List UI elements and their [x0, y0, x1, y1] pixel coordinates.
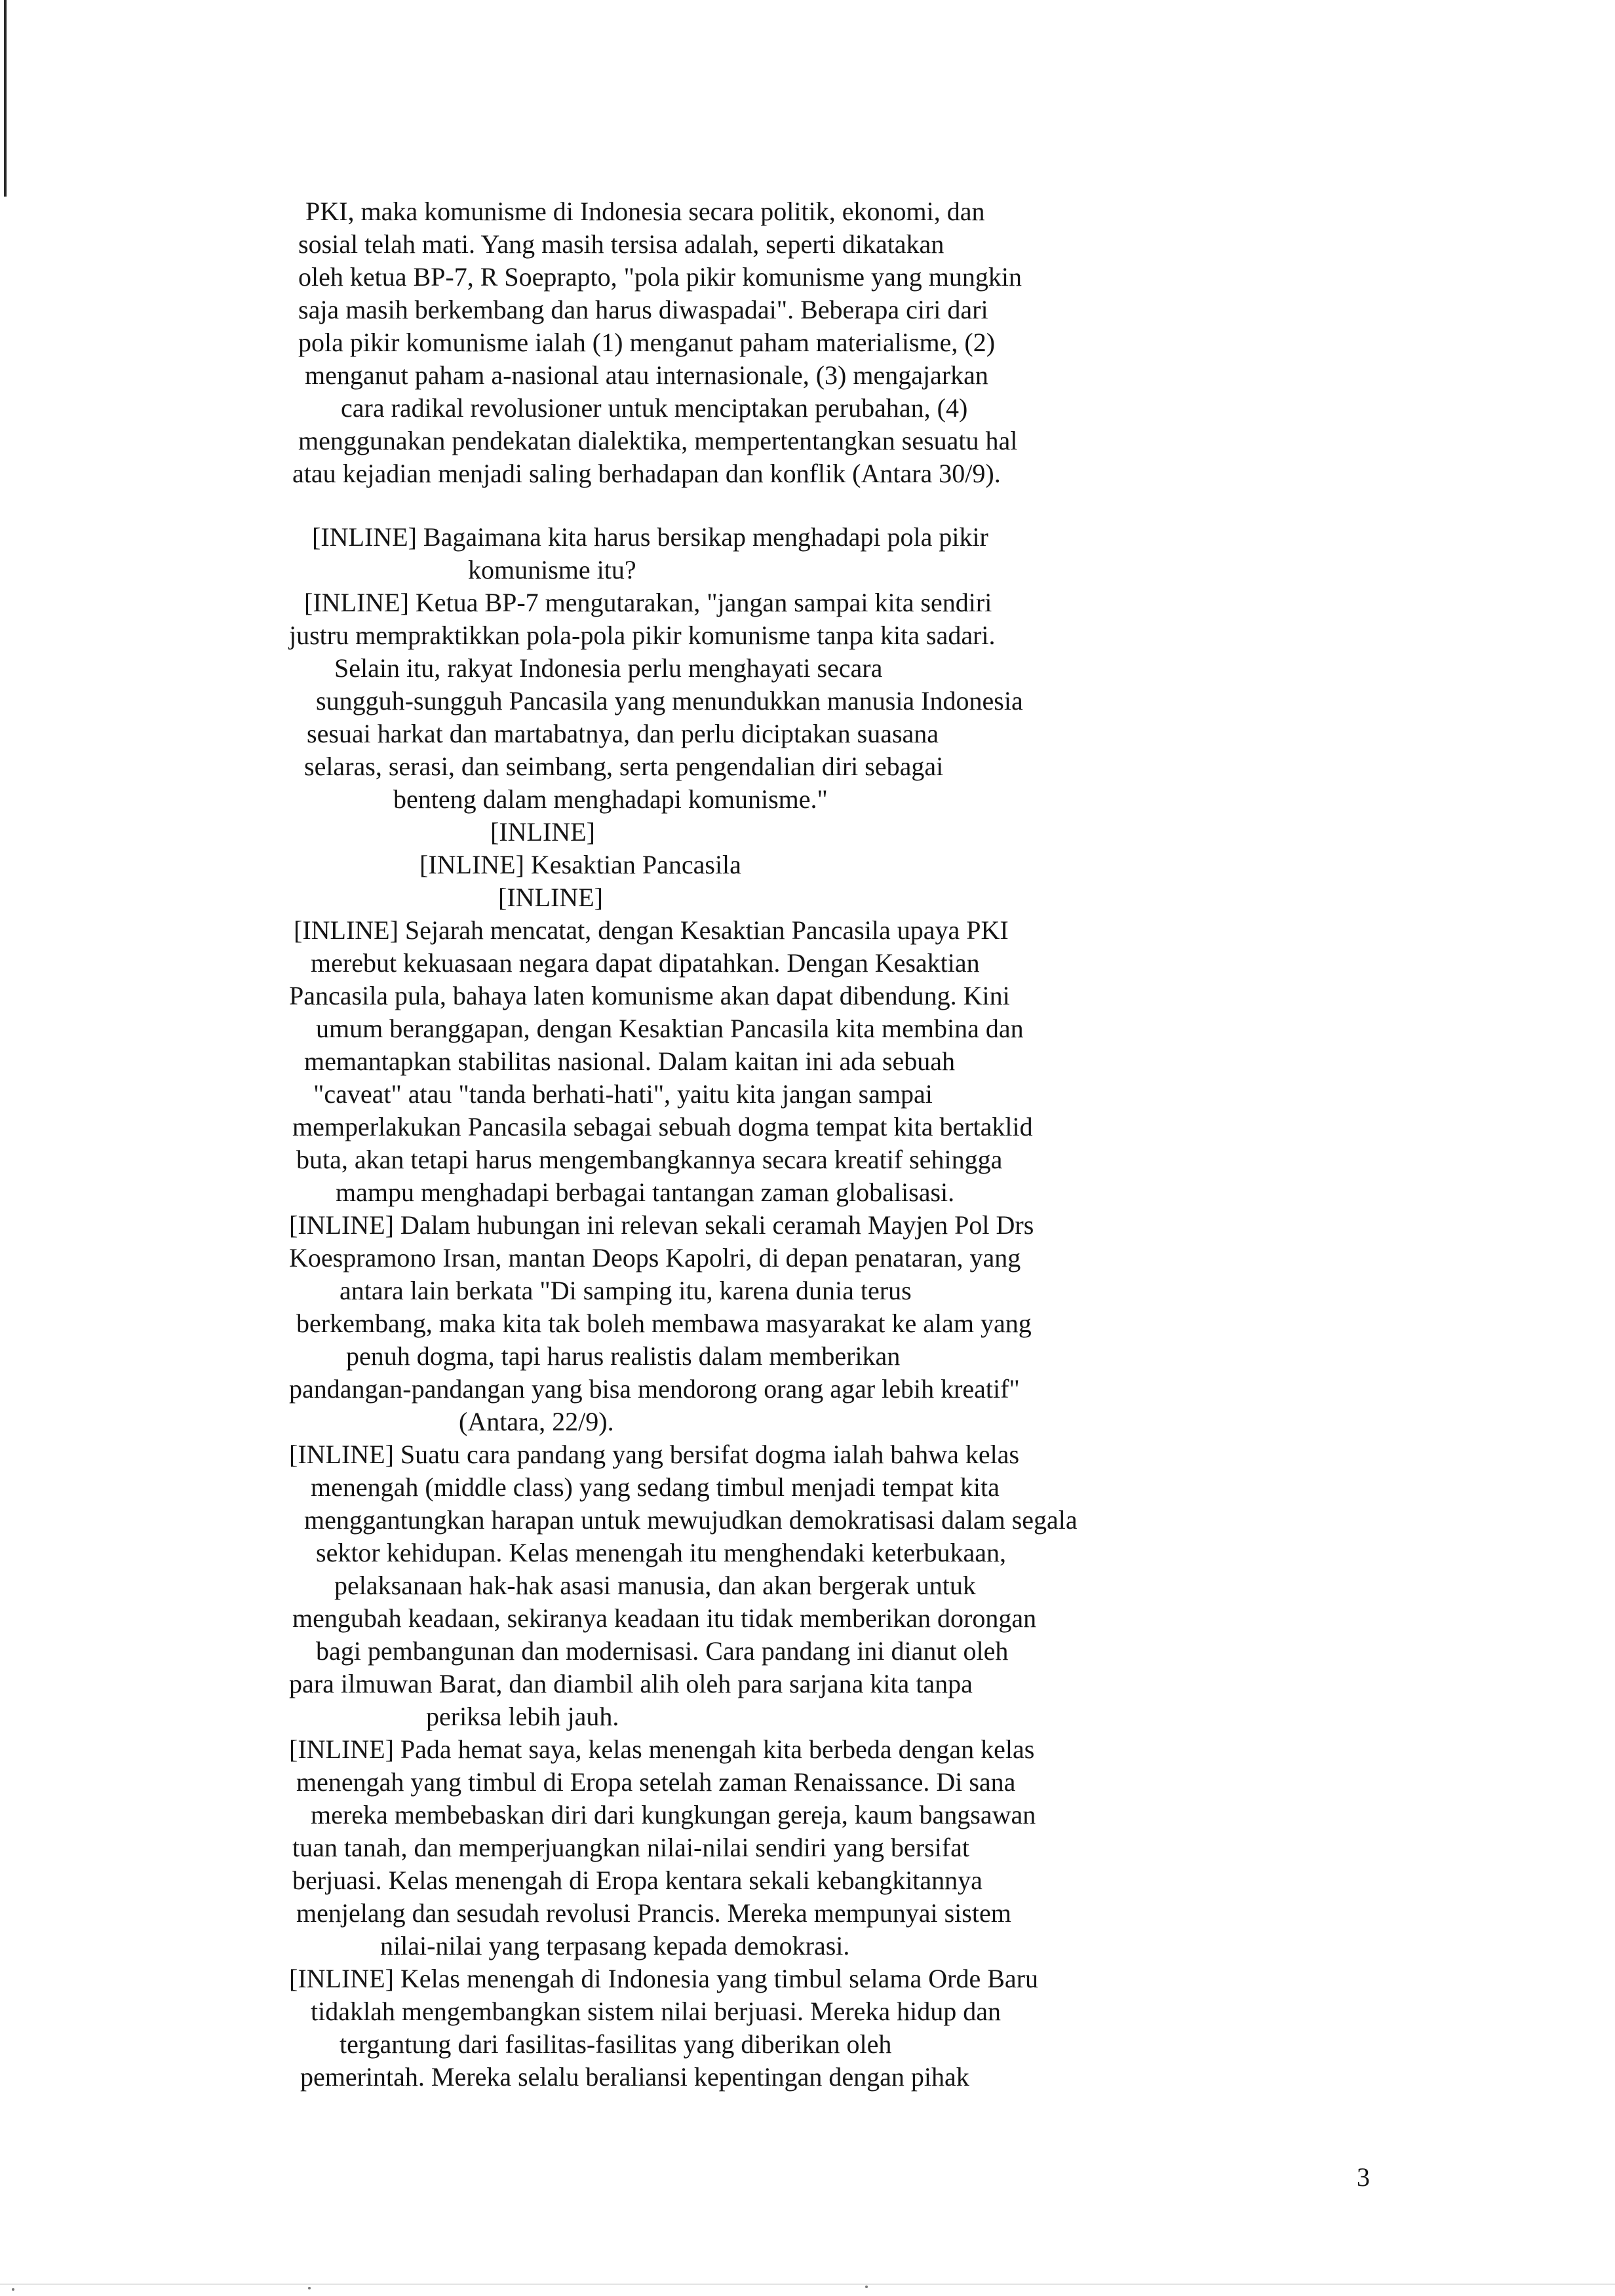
text-line: [INLINE] Ketua BP-7 mengutarakan, "jangan sampai kita sendiri — [304, 588, 992, 617]
text-line: buta, akan tetapi harus mengembangkannya secara kreatif sehingga — [296, 1145, 1003, 1174]
text-line: justru mempraktikkan pola-pola pikir komunisme tanpa kita sadari. — [289, 621, 996, 650]
text-line: tidaklah mengembangkan sistem nilai berjuasi. Mereka hidup dan — [311, 1997, 1002, 2026]
text-line: nilai-nilai yang terpasang kepada demokrasi. — [380, 1931, 850, 1961]
text-line: bagi pembangunan dan modernisasi. Cara pandang ini dianut oleh — [316, 1636, 1009, 1666]
text-line: [INLINE] — [498, 883, 603, 912]
text-line: mampu menghadapi berbagai tantangan zaman globalisasi. — [336, 1177, 955, 1207]
text-line: berjuasi. Kelas menengah di Eropa kentara sekali kebangkitannya — [292, 1866, 983, 1895]
text-line: sektor kehidupan. Kelas menengah itu menghendaki keterbukaan, — [316, 1538, 1006, 1567]
page-number: 3 — [1357, 2162, 1370, 2192]
text-line: (Antara, 22/9). — [459, 1407, 614, 1436]
text-line: Koespramono Irsan, mantan Deops Kapolri, di depan penataran, yang — [289, 1243, 1021, 1272]
text-line: sosial telah mati. Yang masih tersisa adalah, seperti dikatakan — [298, 229, 944, 259]
text-line: cara radikal revolusioner untuk menciptakan perubahan, (4) — [341, 393, 968, 423]
text-line: [INLINE] Kelas menengah di Indonesia yang timbul selama Orde Baru — [289, 1964, 1038, 1993]
text-line: menengah (middle class) yang sedang timbul menjadi tempat kita — [311, 1472, 1000, 1502]
text-line: mengubah keadaan, sekiranya keadaan itu tidak memberikan dorongan — [292, 1603, 1037, 1633]
text-line: sungguh-sungguh Pancasila yang menundukkan manusia Indonesia — [316, 686, 1023, 716]
text-line: "caveat" atau "tanda berhati-hati", yaitu kita jangan sampai — [313, 1079, 933, 1109]
text-line: [INLINE] — [490, 817, 595, 847]
text-line: berkembang, maka kita tak boleh membawa masyarakat ke alam yang — [296, 1309, 1032, 1338]
text-line: tergantung dari fasilitas-fasilitas yang diberikan oleh — [340, 2029, 892, 2059]
text-line: PKI, maka komunisme di Indonesia secara politik, ekonomi, dan — [305, 197, 985, 226]
text-line: para ilmuwan Barat, dan diambil alih oleh para sarjana kita tanpa — [289, 1669, 973, 1698]
text-line: atau kejadian menjadi saling berhadapan dan konflik (Antara 30/9). — [292, 459, 1001, 488]
text-line: benteng dalam menghadapi komunisme." — [393, 784, 828, 814]
scan-bottom-edge — [0, 2284, 1615, 2285]
text-line: [INLINE] Pada hemat saya, kelas menengah kita berbeda dengan kelas — [289, 1734, 1035, 1764]
text-line: Pancasila pula, bahaya laten komunisme akan dapat dibendung. Kini — [289, 981, 1010, 1010]
text-line: pola pikir komunisme ialah (1) menganut paham materialisme, (2) — [298, 328, 996, 357]
scan-edge-mark — [4, 0, 7, 197]
text-line: memperlakukan Pancasila sebagai sebuah dogma tempat kita bertaklid — [292, 1112, 1033, 1141]
text-line: [INLINE] Kesaktian Pancasila — [419, 850, 741, 879]
text-line: oleh ketua BP-7, R Soeprapto, "pola pikir komunisme yang mungkin — [298, 262, 1022, 292]
text-line: antara lain berkata "Di samping itu, karena dunia terus — [340, 1276, 912, 1305]
text-line: memantapkan stabilitas nasional. Dalam kaitan ini ada sebuah — [304, 1046, 956, 1076]
text-line: umum beranggapan, dengan Kesaktian Pancasila kita membina dan — [316, 1014, 1024, 1043]
text-line: komunisme itu? — [468, 555, 636, 584]
scan-speck — [12, 2288, 14, 2291]
text-line: menengah yang timbul di Eropa setelah zaman Renaissance. Di sana — [296, 1767, 1016, 1797]
text-line: menjelang dan sesudah revolusi Prancis. Mereka mempunyai sistem — [296, 1898, 1011, 1928]
text-line: [INLINE] Suatu cara pandang yang bersifat dogma ialah bahwa kelas — [289, 1440, 1020, 1469]
text-line: pelaksanaan hak-hak asasi manusia, dan akan bergerak untuk — [334, 1571, 976, 1600]
text-line: pandangan-pandangan yang bisa mendorong orang agar lebih kreatif" — [289, 1374, 1020, 1404]
text-line: pemerintah. Mereka selalu beraliansi kepentingan dengan pihak — [300, 2062, 969, 2092]
text-line: merebut kekuasaan negara dapat dipatahkan. Dengan Kesaktian — [311, 948, 980, 978]
scan-speck — [308, 2287, 311, 2289]
scan-speck — [865, 2286, 868, 2288]
text-line: [INLINE] Bagaimana kita harus bersikap menghadapi pola pikir — [312, 522, 988, 552]
text-line: mereka membebaskan diri dari kungkungan gereja, kaum bangsawan — [311, 1800, 1036, 1829]
text-line: Selain itu, rakyat Indonesia perlu menghayati secara — [334, 653, 883, 683]
text-line: sesuai harkat dan martabatnya, dan perlu diciptakan suasana — [307, 719, 939, 748]
text-line: selaras, serasi, dan seimbang, serta pengendalian diri sebagai — [304, 752, 944, 781]
text-line: [INLINE] Dalam hubungan ini relevan sekali ceramah Mayjen Pol Drs — [289, 1210, 1034, 1240]
text-line: menggantungkan harapan untuk mewujudkan demokratisasi dalam segala — [304, 1505, 1078, 1535]
text-line: tuan tanah, dan memperjuangkan nilai-nilai sendiri yang bersifat — [292, 1833, 969, 1862]
text-line: periksa lebih jauh. — [426, 1702, 619, 1731]
text-line: menganut paham a-nasional atau internasionale, (3) mengajarkan — [305, 360, 988, 390]
text-line: penuh dogma, tapi harus realistis dalam memberikan — [346, 1341, 901, 1371]
text-line: [INLINE] Sejarah mencatat, dengan Kesaktian Pancasila upaya PKI — [294, 915, 1009, 945]
text-line: menggunakan pendekatan dialektika, mempertentangkan sesuatu hal — [298, 426, 1018, 455]
text-line: saja masih berkembang dan harus diwaspadai". Beberapa ciri dari — [298, 295, 988, 324]
